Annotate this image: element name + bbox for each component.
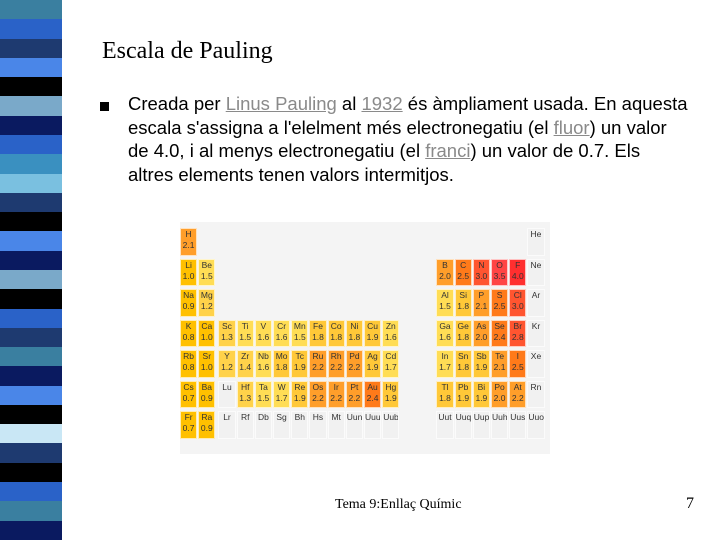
electronegativity-value: 0.7 [182,392,195,403]
element-symbol: Uuq [455,412,472,422]
electronegativity-value: 1.8 [457,362,470,372]
element-cell [527,381,544,409]
stripe-segment [0,482,62,501]
electronegativity-value: 2.2 [348,392,361,403]
element-cell [364,350,381,378]
element-symbol: Zr [241,351,250,361]
element-symbol: Hs [312,412,324,422]
page-number: 7 [686,495,694,512]
element-cell [346,381,363,409]
element-symbol: Hg [385,381,397,392]
stripe-segment [0,405,62,424]
element-symbol: He [530,229,542,239]
element-cell [473,289,490,317]
stripe-segment [0,174,62,193]
electronegativity-value: 1.7 [275,392,288,403]
element-symbol: Sn [457,351,469,361]
element-cell [198,320,215,348]
element-cell [346,320,363,348]
element-symbol: Uuh [492,412,508,422]
stripe-segment [0,96,62,115]
element-cell [198,259,215,287]
element-cell [436,289,453,317]
electronegativity-value: 2.5 [493,301,506,311]
element-symbol: Uuu [365,412,381,422]
electronegativity-value: 2.2 [330,392,343,403]
element-cell [218,381,235,409]
electronegativity-value: 2.1 [475,301,488,311]
element-symbol: In [441,351,449,361]
electronegativity-value: 1.8 [457,331,470,342]
stripe-segment [0,77,62,96]
electronegativity-value: 1.9 [457,392,470,403]
text-segment: ) un valor de 4.0, i al menys electronegatiu (el [128,116,667,161]
element-cell [436,350,453,378]
element-symbol: At [513,381,522,392]
stripe-segment [0,521,62,540]
element-symbol: Nb [257,351,269,361]
electronegativity-value: 1.5 [257,392,270,403]
element-symbol: Li [185,259,192,270]
element-symbol: Cr [277,320,287,331]
electronegativity-value: 0.9 [200,392,213,403]
element-symbol: Al [441,290,449,300]
element-cell [509,411,526,439]
element-symbol: Ge [457,320,469,331]
element-cell [527,350,544,378]
element-cell [218,320,235,348]
element-symbol: Cs [183,381,194,392]
element-symbol: Si [459,290,467,300]
element-symbol: Ne [530,259,542,270]
element-cell [255,381,272,409]
element-cell [527,320,544,348]
element-cell [436,259,453,287]
electronegativity-value: 2.2 [348,362,361,372]
bullet-paragraph [128,92,688,186]
element-cell [455,350,472,378]
element-cell [491,381,508,409]
element-symbol: Uup [473,412,490,422]
element-symbol: Sc [222,320,232,331]
element-symbol: P [478,290,485,300]
element-symbol: Po [494,381,505,392]
element-cell [364,411,381,439]
element-cell [180,320,197,348]
element-cell [455,381,472,409]
element-symbol: Tc [295,351,305,361]
element-symbol: Os [312,381,324,392]
element-cell [527,259,544,287]
stripe-segment [0,347,62,366]
element-symbol: Ra [201,412,213,422]
element-cell [309,381,326,409]
stripe-segment [0,212,62,231]
element-cell [382,320,399,348]
element-symbol: Bh [294,412,305,422]
element-cell [527,289,544,317]
electronegativity-value: 1.5 [200,270,213,281]
text-segment: és àmpliament usada. En aquesta escala s'assigna a l'elelment més electronegatiu (el [128,93,688,138]
electronegativity-value: 1.7 [384,362,397,372]
stripe-segment [0,39,62,58]
element-cell [180,381,197,409]
element-symbol: Co [330,320,342,331]
element-symbol: Cl [513,290,522,300]
element-cell [198,350,215,378]
element-symbol: W [277,381,286,392]
element-cell [180,350,197,378]
electronegativity-value: 2.5 [511,362,524,372]
element-cell [491,289,508,317]
electronegativity-value: 1.9 [475,392,488,403]
element-cell [255,320,272,348]
element-cell [509,350,526,378]
element-cell [291,350,308,378]
element-cell [198,411,215,439]
element-cell [491,320,508,348]
text-segment: Creada per [128,93,226,114]
element-cell [309,411,326,439]
element-cell [328,320,345,348]
element-cell [180,411,197,439]
element-cell [273,350,290,378]
element-cell [309,320,326,348]
element-symbol: Pt [350,381,359,392]
element-symbol: Y [224,351,230,361]
stripe-segment [0,443,62,462]
element-symbol: Fe [313,320,323,331]
stripe-segment [0,0,62,19]
stripe-segment [0,309,62,328]
electronegativity-value: 1.9 [293,392,306,403]
element-cell [291,320,308,348]
element-symbol: Lr [223,412,231,422]
element-symbol: Sr [202,351,212,361]
element-cell [291,381,308,409]
electronegativity-value: 2.0 [493,392,506,403]
electronegativity-value: 1.6 [439,331,451,342]
element-symbol: Uus [510,412,526,422]
element-cell [527,411,544,439]
electronegativity-value: 1.9 [384,392,397,403]
element-cell [198,381,215,409]
electronegativity-value: 2.2 [312,362,324,372]
electronegativity-value: 1.5 [293,331,306,342]
bullet-square-icon [100,102,109,111]
electronegativity-value: 0.9 [200,423,213,433]
stripe-segment [0,116,62,135]
element-symbol: As [476,320,487,331]
element-cell [382,411,399,439]
element-symbol: Pd [349,351,360,361]
element-symbol: V [260,320,267,331]
electronegativity-value: 1.7 [439,362,451,372]
element-symbol: Sg [276,412,287,422]
element-symbol: Bi [477,381,486,392]
element-symbol: Ti [241,320,249,331]
element-cell [180,289,197,317]
electronegativity-value: 1.9 [293,362,306,372]
electronegativity-value: 1.6 [384,331,397,342]
element-cell [180,259,197,287]
link-fluor[interactable]: fluor [553,116,590,138]
stripe-segment [0,289,62,308]
element-cell [237,350,254,378]
element-cell [473,350,490,378]
element-cell [473,259,490,287]
element-symbol: Zn [385,320,396,331]
element-symbol: Mg [200,290,213,300]
stripe-segment [0,231,62,250]
element-symbol: S [496,290,503,300]
electronegativity-value: 1.8 [439,392,451,403]
electronegativity-value: 1.9 [366,362,379,372]
element-cell [309,350,326,378]
element-cell [255,411,272,439]
electronegativity-value: 1.8 [275,362,288,372]
element-cell [436,411,453,439]
electronegativity-value: 1.8 [348,331,361,342]
element-symbol: Uut [438,412,452,422]
element-symbol: Mo [275,351,288,361]
electronegativity-value: 1.2 [200,301,213,311]
element-symbol: Be [201,259,212,270]
electronegativity-value: 1.2 [221,362,233,372]
stripe-segment [0,193,62,212]
element-cell [436,381,453,409]
element-symbol: Ni [350,320,359,331]
element-cell [180,228,197,256]
electronegativity-value: 1.5 [439,301,451,311]
electronegativity-value: 1.5 [239,331,252,342]
element-cell [382,381,399,409]
electronegativity-value: 0.7 [182,423,195,433]
element-cell [328,350,345,378]
electronegativity-value: 2.2 [312,392,324,403]
element-symbol: N [478,259,485,270]
element-cell [473,381,490,409]
electronegativity-value: 0.9 [182,301,195,311]
element-cell [455,320,472,348]
element-symbol: K [185,320,192,331]
element-symbol: Ar [531,290,541,300]
element-cell [346,350,363,378]
element-cell [218,350,235,378]
electronegativity-value: 1.3 [221,331,233,342]
element-symbol: Mt [331,412,341,422]
element-symbol: Rh [330,351,342,361]
electronegativity-value: 1.8 [457,301,470,311]
stripe-segment [0,366,62,385]
element-cell [509,381,526,409]
slide-title: Escala de Pauling [102,38,273,64]
electronegativity-value: 2.8 [511,331,524,342]
electronegativity-value: 2.1 [182,240,195,250]
element-cell [455,259,472,287]
element-symbol: Rb [183,351,195,361]
element-symbol: Te [495,351,505,361]
electronegativity-value: 1.6 [275,331,288,342]
text-segment: ) un valor de 0.7. Els altres elements tenen valors intermitjos. [128,140,641,185]
stripe-segment [0,424,62,443]
element-symbol: H [185,229,192,239]
element-cell [491,259,508,287]
element-cell [473,320,490,348]
slide-footer: Tema 9:Enllaç Químic [335,497,462,512]
element-cell [509,259,526,287]
stripe-segment [0,251,62,270]
element-symbol: Cu [367,320,379,331]
electronegativity-value: 1.6 [257,362,270,372]
electronegativity-value: 1.0 [200,362,213,372]
element-symbol: Lu [222,381,232,392]
electronegativity-value: 2.4 [366,392,379,403]
electronegativity-value: 1.3 [239,392,252,403]
element-cell [509,289,526,317]
element-symbol: Kr [531,320,541,331]
element-cell [328,411,345,439]
element-symbol: F [515,259,521,270]
element-symbol: Cd [385,351,397,361]
element-cell [273,381,290,409]
element-symbol: Ru [312,351,324,361]
electronegativity-value: 1.0 [182,270,195,281]
stripe-segment [0,154,62,173]
element-symbol: Re [294,381,306,392]
element-symbol: Au [367,381,378,392]
element-cell [291,411,308,439]
stripe-segment [0,19,62,38]
electronegativity-value: 4.0 [511,270,524,281]
element-symbol: I [516,351,519,361]
element-symbol: Uuo [528,412,544,422]
element-symbol: Se [494,320,505,331]
electronegativity-value: 1.0 [200,331,213,342]
element-cell [382,350,399,378]
electronegativity-value: 1.9 [366,331,379,342]
element-symbol: O [496,259,503,270]
periodic-table-image [180,222,550,454]
electronegativity-value: 3.0 [475,270,488,281]
element-cell [218,411,235,439]
element-symbol: Uub [383,412,399,422]
electronegativity-value: 0.8 [182,362,195,372]
decorative-stripe-bar [0,0,62,540]
element-symbol: Ag [367,351,378,361]
link-franci[interactable]: franci [425,140,471,161]
element-cell [273,320,290,348]
stripe-segment [0,386,62,405]
electronegativity-value: 0.8 [182,331,195,342]
element-symbol: Na [183,290,195,300]
element-symbol: Hf [240,381,250,392]
electronegativity-value: 2.2 [330,362,343,372]
electronegativity-value: 1.6 [257,331,270,342]
element-symbol: Rn [530,381,542,392]
element-symbol: Ba [201,381,212,392]
stripe-segment [0,328,62,347]
element-cell [273,411,290,439]
link-linus-pauling[interactable]: Linus Pauling [225,93,337,114]
link-1932[interactable]: 1932 [361,93,403,114]
stripe-segment [0,58,62,77]
element-cell [364,320,381,348]
element-symbol: Ir [333,381,339,392]
element-cell [328,381,345,409]
element-symbol: Pb [457,381,469,392]
electronegativity-value: 2.4 [493,331,506,342]
element-symbol: Sb [476,351,487,361]
element-cell [198,289,215,317]
element-cell [473,411,490,439]
element-cell [346,411,363,439]
stripe-segment [0,270,62,289]
element-cell [237,411,254,439]
stripe-segment [0,501,62,520]
element-symbol: Uun [346,412,363,422]
element-cell [255,350,272,378]
element-cell [509,320,526,348]
element-symbol: Mn [293,320,306,331]
element-symbol: Fr [184,412,193,422]
text-segment: al [336,93,362,114]
stripe-segment [0,463,62,482]
element-symbol: C [460,259,467,270]
electronegativity-value: 1.8 [330,331,343,342]
element-symbol: Xe [530,351,542,361]
electronegativity-value: 2.5 [457,270,470,281]
electronegativity-value: 1.8 [312,331,324,342]
element-cell [436,320,453,348]
electronegativity-value: 1.9 [475,362,488,372]
element-cell [237,320,254,348]
electronegativity-value: 3.5 [493,270,506,281]
element-symbol: Tl [441,381,449,392]
element-cell [491,350,508,378]
element-cell [455,411,472,439]
element-cell [491,411,508,439]
element-symbol: Db [257,412,269,422]
electronegativity-value: 1.4 [239,362,252,372]
element-cell [527,228,544,256]
electronegativity-value: 2.0 [475,331,488,342]
element-symbol: Ca [201,320,213,331]
electronegativity-value: 2.0 [439,270,451,281]
electronegativity-value: 2.1 [493,362,506,372]
element-symbol: Ta [258,381,268,392]
element-cell [364,381,381,409]
electronegativity-value: 2.2 [511,392,524,403]
element-cell [237,381,254,409]
element-symbol: Br [513,320,523,331]
element-symbol: Rf [240,412,250,422]
stripe-segment [0,135,62,154]
electronegativity-value: 3.0 [511,301,524,311]
element-cell [455,289,472,317]
element-symbol: B [442,259,448,270]
element-symbol: Ga [439,320,451,331]
